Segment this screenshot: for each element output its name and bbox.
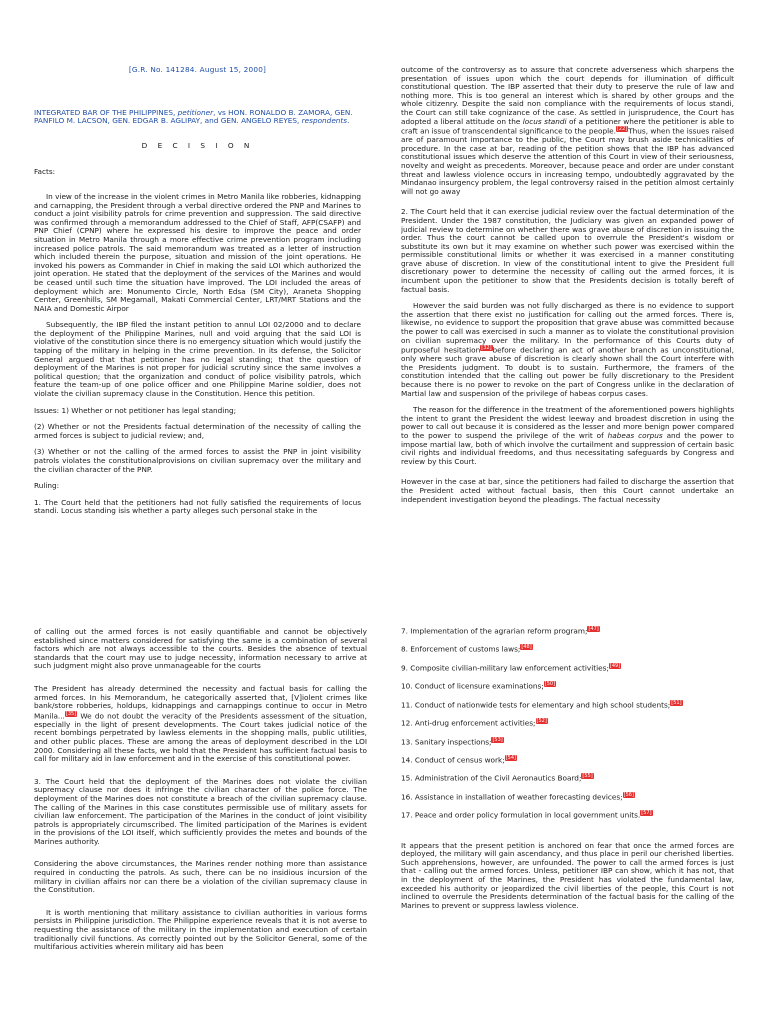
list-item-text: 10. Conduct of licensure examinations; bbox=[401, 681, 544, 691]
footnote-link[interactable]: [47] bbox=[588, 626, 599, 632]
factual-necessity-paragraph: However in the case at bar, since the petitioners had failed to discharge the assertion that the President acted without factual basis, then this Court cannot undertake an independent investigation beyond the pleadings. The factual necessity bbox=[401, 477, 734, 504]
powers-difference-paragraph bbox=[401, 406, 734, 466]
footnote-link[interactable]: [35] bbox=[65, 710, 77, 717]
list-item-text: 9. Composite civilian-military law enforcement activities; bbox=[401, 663, 609, 673]
list-item-text: 11. Conduct of nationwide tests for elementary and high school students; bbox=[401, 700, 671, 710]
list-item-text: 17. Peace and order policy formulation in local government units. bbox=[401, 810, 641, 820]
list-item-text: 8. Enforcement of customs laws; bbox=[401, 644, 521, 654]
marines-assistance-paragraph: Considering the above circumstances, the Marines render nothing more than assistance required in conducting the patrols. As such, there can be no insidious incursion of the military in civilian affairs nor can there be a violation of the civilian supremacy clause in the Constitution. bbox=[34, 859, 367, 895]
burden-paragraph bbox=[401, 302, 734, 398]
judicial-review-paragraph: 2. The Court held that it can exercise judicial review over the factual determination of the President. Under the 1987 constitution, the Judiciary was given an expanded power of judicial review to determine on whether there was grave abuse of discretion in issuing the order. Thus the court cannot be called upon to overrule the President's wisdom or substitute its own but it may examine on whether such power was exercised within the permissible constitutional limits or whether it was exercised in a manner constituting grave abuse of discretion. In view of the constitutional intent to give the President full discretionary power to determine the necessity of calling out the armed forces, it is incumbent upon the petitioner to show that the Presidents decision is totally bereft of factual basis. bbox=[401, 207, 734, 294]
list-item-text: 12. Anti-drug enforcement activities; bbox=[401, 718, 536, 728]
list-item-text: 13. Sanitary inspections; bbox=[401, 736, 492, 746]
list-item-text: 16. Assistance in installation of weather forecasting devices; bbox=[401, 792, 623, 802]
footnote-link[interactable]: [51] bbox=[671, 699, 682, 706]
facts-paragraph-2: Subsequently, the IBP filed the instant petition to annul LOI 02/2000 and to declare the deployment of the Philippine Marines, null and void arguing that the said LOI is violative of the constitution since there is no emergency situation which would justify the tapping of the military in helping in the crime prevention. In its defense, the Solicitor General argued that that petitioner has no legal standing; that the question of deployment of the Marines is not proper for judicial scrutiny since the same involves a political question; that the organization and conduct of police visibility patrols, which feature the team-up of one police officer and one Philippine Marine soldier, does not violate the civilian supremacy clause in the Constitution. Hence this petition. bbox=[34, 320, 361, 399]
footnote-link[interactable]: [22] bbox=[616, 126, 628, 133]
footnote-link[interactable]: [57] bbox=[641, 810, 652, 817]
text-run: of a petitioner where the petitioner is able to craft an issue of transcendental significance to the people. bbox=[401, 116, 734, 136]
case-caption bbox=[34, 109, 361, 126]
page2-right-column bbox=[401, 626, 734, 1024]
issue-1: Issues: 1) Whether or not petitioner has legal standing; bbox=[34, 405, 237, 415]
list-item bbox=[401, 737, 734, 746]
text-run-italic: locus standi bbox=[522, 116, 567, 126]
issue-3: (3) Whether or not the calling of the armed forces to assist the PNP in joint visibility patrols violates the constitutionalprovisions on civilian supremacy over the military and the civilian character of the PNP. bbox=[34, 447, 361, 474]
ruling-label: Ruling: bbox=[34, 481, 60, 491]
text-run: The reason for the difference in the treatment of the aforementioned powers highlights the intent to grant the President the widest leeway and broadest discretion in using the power to call out because it is considered as the lesser and more benign power compared to the power to suspend the privilege of the writ of bbox=[401, 405, 734, 440]
list-item bbox=[401, 810, 734, 819]
caption-respondent-names: , vs HON. RONALDO B. ZAMORA, GEN. PANFILO M. LACSON, GEN. EDGAR B. AGLIPAY, and GEN. ANGELO REYES, bbox=[34, 107, 353, 126]
text-run-italic: habeas corpus bbox=[607, 431, 663, 440]
list-item-text: 15. Administration of the Civil Aeronautics Board; bbox=[401, 773, 582, 783]
conclusion-paragraph: It appears that the present petition is anchored on fear that once the armed forces are deployed, the military will gain ascendancy, and thus place in peril our cherished liberties. Such apprehensions, however, are unfounded. The power to call the armed forces is just that - calling out the armed forces. Unless, petitioner IBP can show, which it has not, that in the deployment of the Marines, the President has violated the fundamental law, exceeded his authority or jeopardized the civil liberties of the people, this Court is not inclined to overrule the Presidents determination of the factual basis for the calling of the Marines to prevent or suppress lawless violence. bbox=[401, 840, 734, 910]
footnote-link[interactable]: [49] bbox=[609, 662, 621, 669]
necessity-paragraph: of calling out the armed forces is not easily quantifiable and cannot be objectively established since matters considered for satisfying the same is a combination of several factors which are not always accessible to the courts. Besides the absence of textual standards that the court may use to judge necessity, information necessary to arrive at such judgment might also prove unmanageable for the courts bbox=[34, 628, 367, 671]
page2-left-column bbox=[34, 628, 367, 1024]
footnote-link[interactable]: [53] bbox=[492, 736, 503, 743]
footnote-link[interactable]: [50] bbox=[544, 681, 556, 688]
page1-right-column bbox=[401, 66, 734, 596]
list-item bbox=[401, 663, 734, 672]
list-item bbox=[401, 700, 734, 709]
caption-end: . bbox=[347, 116, 350, 126]
military-activity-list bbox=[401, 626, 734, 820]
list-item bbox=[401, 681, 734, 690]
caption-petitioner-label: petitioner bbox=[177, 107, 214, 117]
issue-2: (2) Whether or not the Presidents factual determination of the necessity of calling the armed forces is subject to judicial review; and, bbox=[34, 422, 361, 440]
list-item bbox=[401, 755, 734, 764]
footnote-link[interactable]: [56] bbox=[623, 791, 634, 798]
list-item-text: 14. Conduct of census work; bbox=[401, 755, 505, 765]
text-run: Thus, when the issues raised are of paramount importance to the public, the Court may brush aside technicalities of procedure. In the case at bar, reading of the petition shows that the IBP has advanced constitutional issues which deserve the attention of this Court in view of their seriousness, novelty and weight as precedents. Moreover, because peace and order are under constant threat and lawless violence occurs in increasing tempo, undoubtedly aggravated by the Mindanao insurgency problem, the legal controversy raised in the petition almost certainly will not go away bbox=[401, 126, 734, 196]
military-assistance-paragraph: It is worth mentioning that military assistance to civilian authorities in various forms persists in Philippine jurisdiction. The Philippine experience reveals that it is not averse to requesting the assistance of the military in the implementation and execution of certain traditionally civil functions. As correctly pointed out by the Solicitor General, some of the multifarious activities wherein military aid has been bbox=[34, 907, 367, 952]
list-item bbox=[401, 773, 734, 782]
text-run: The President has already determined the necessity and factual basis for calling the armed forces. In his Memorandum, he categorically asserted that, [V]iolent crimes like bank/store robberies, holdups, kidnappings and carnappings continue to occur in Metro Manila... bbox=[34, 683, 367, 721]
footnote-link[interactable]: [52] bbox=[536, 718, 547, 725]
text-run: We do not doubt the veracity of the Presidents assessment of the situation, especially in the light of present developments. The Court takes judicial notice of the recent bombings perpetrated by lawless elements in the shopping malls, public utilities, and other public places. These are among the areas of deployment described in the LOI 2000. Considering all these facts, we hold that the President has sufficient factual basis to call for military aid in law enforcement and in the exercise of this constitutional power. bbox=[34, 711, 367, 764]
locus-standi-paragraph bbox=[401, 66, 734, 196]
facts-paragraph-1: In view of the increase in the violent crimes in Metro Manila like robberies, kidnapping and carnapping, the President through a verbal directive ordered the PNP and Marines to conduct a joint visibility patrols for crime prevention and suppression. The said directive was confirmed through a memorandum addressed to the Chief of Staff, AFP(CSAFP) and PNP Chief (CPNP) where he expressed his desire to improve the peace and order situation in Metro Manila through a more effective crime prevention program including increased police patrols. The said memorandum was treated as a letter of instruction which included therein the purpose, situation and mission of the joint operations. He invoked his powers as Commander in Chief in making the said LOI which authorized the joint operation. He stated that the deployment of the services of the Marines and would be ceased until such time the situation have improved. The LOI included the areas of deployment which are: Monumento Circle, North Edsa (SM City), Araneta Shopping Center, Greenhills, SM Megamall, Makati Commercial Center, LRT/MRT Stations and the NAIA and Domestic Airpor bbox=[34, 191, 361, 313]
caption-respondents-label: respondents bbox=[301, 116, 348, 126]
text-run: outcome of the controversy as to assure that concrete adverseness which sharpens the presentation of issues upon which the court depends for illumination of difficult constitutional question. The IBP asserted that their duty to preserve the rule of law and nothing more. This is too general an interest which is shared by other groups and the whole citizenry. Despite the said non compliance with the requirements of locus standi, the Court can still take cognizance of the case. As settled in jurisprudence, the Court has adopted a liberal attitude on the bbox=[401, 66, 734, 126]
footnote-link[interactable]: [55] bbox=[582, 773, 593, 780]
caption-petitioner-name: INTEGRATED BAR OF THE PHILIPPINES, bbox=[34, 107, 178, 117]
ruling-paragraph-1: 1. The Court held that the petitioners had not fully satisfied the requirements of locus standi. Locus standing isis whether a party alleges such personal stake in the bbox=[34, 497, 361, 516]
president-determination-paragraph bbox=[34, 685, 367, 764]
footnote-link[interactable]: [32] bbox=[481, 345, 492, 352]
facts-label: Facts: bbox=[34, 167, 56, 177]
list-item bbox=[401, 644, 734, 653]
footnote-link[interactable]: [54] bbox=[505, 754, 516, 761]
list-item bbox=[401, 792, 734, 801]
document-page-2 bbox=[0, 610, 768, 1024]
list-item bbox=[401, 718, 734, 727]
list-item-text: 7. Implementation of the agrarian reform program; bbox=[401, 626, 588, 636]
case-citation: [G.R. No. 141284. August 15, 2000] bbox=[128, 66, 267, 74]
page1-left-column bbox=[34, 66, 361, 596]
list-item bbox=[401, 626, 734, 635]
civilian-supremacy-paragraph: 3. The Court held that the deployment of the Marines does not violate the civilian supremacy clause nor does it infringe the civilian character of the police force. The deployment of the Marines does not constitute a breach of the civilian supremacy clause. The calling of the Marines in this case constitutes permissible use of military assets for civilian law enforcement. The participation of the Marines in the conduct of joint visibility patrols is appropriately circumscribed. The limited participation of the Marines is evident in the provisions of the LOI itself, which sufficiently provides the metes and bounds of the Marines authority. bbox=[34, 776, 367, 846]
decision-heading: D E C I S I O N bbox=[141, 140, 254, 150]
text-run: before declaring an act of another branch as unconstitutional, only where such grave abuse of discretion is clearly shown shall the Court interfere with the Presidents judgment. To doubt is to sustain. Furthermore, the framers of the constitution intended that the calling out power be fully discretionary to the President because there is no power to revoke on the part of Congress unlike in the declaration of Martial law and suspension of the privilege of habeas corpus cases. bbox=[401, 345, 734, 398]
text-run: and the power to impose martial law, both of which involve the curtailment and suppression of certain basic civil rights and individual freedoms, and thus necessitating safeguards by Congress and review by this Court. bbox=[401, 431, 734, 466]
text-run: However the said burden was not fully discharged as there is no evidence to support the assertion that there exist no justification for calling out the armed forces. There is, likewise, no evidence to support the proposition that grave abuse was committed because the power to call was exercised in such a manner as to violate the constitutional provision on civilian supremacy over the military. In the performance of this Courts duty of purposeful hesitation bbox=[401, 301, 734, 355]
footnote-link[interactable]: [48] bbox=[521, 644, 532, 651]
